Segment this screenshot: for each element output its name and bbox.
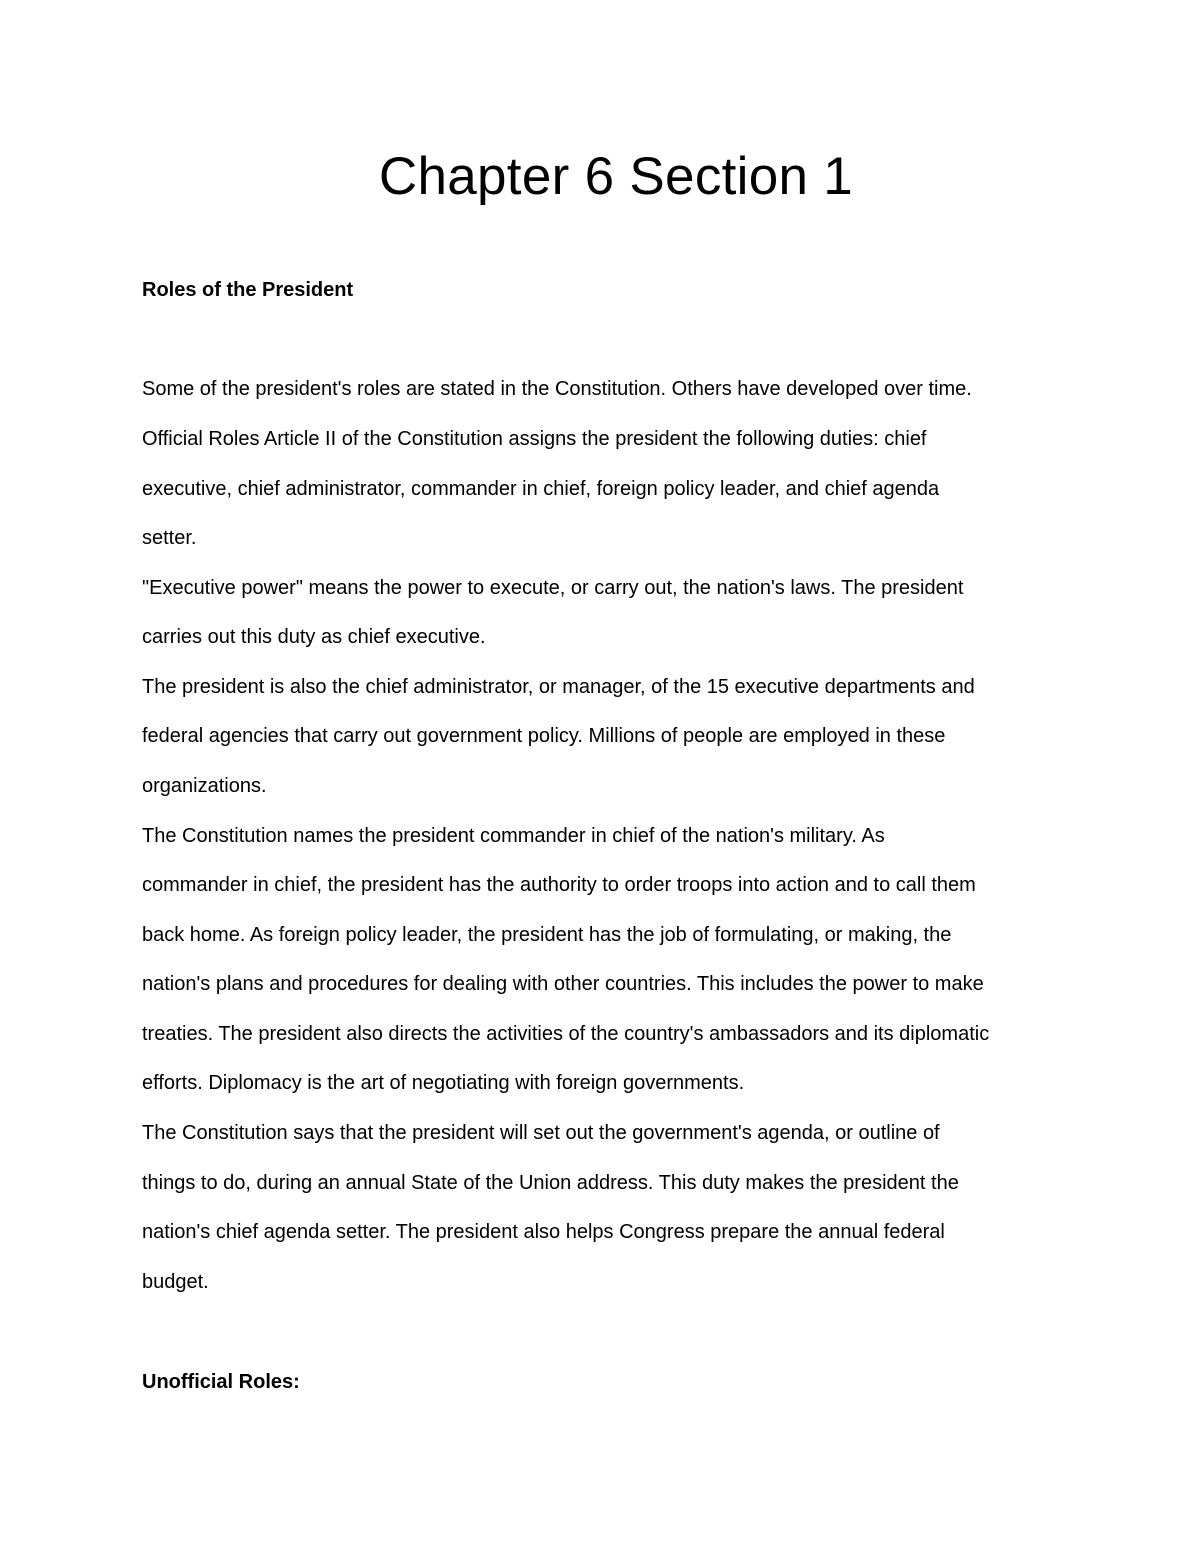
- body-text-line: treaties. The president also directs the activities of the country's ambassadors and its diplomatic: [142, 1023, 990, 1045]
- body-text-line: back home. As foreign policy leader, the president has the job of formulating, or making, the: [142, 924, 952, 946]
- body-text-line: setter.: [142, 527, 197, 549]
- body-text-line: Some of the president's roles are stated in the Constitution. Others have developed over time.: [142, 378, 972, 400]
- body-text-line: commander in chief, the president has the authority to order troops into action and to call them: [142, 874, 976, 896]
- body-text-line: federal agencies that carry out government policy. Millions of people are employed in these: [142, 725, 946, 747]
- body-text-line: carries out this duty as chief executive.: [142, 626, 486, 648]
- body-text-line: budget.: [142, 1271, 209, 1293]
- page-title: Chapter 6 Section 1: [378, 147, 854, 206]
- body-text-line: Official Roles Article II of the Constitution assigns the president the following duties: chief: [142, 428, 927, 450]
- body-text-line: The Constitution names the president commander in chief of the nation's military. As: [142, 825, 885, 847]
- body-text-line: nation's plans and procedures for dealing with other countries. This includes the power to make: [142, 973, 984, 995]
- body-text-line: things to do, during an annual State of the Union address. This duty makes the president the: [142, 1172, 959, 1194]
- section-heading-roles: Roles of the President: [142, 279, 354, 301]
- body-text-line: The Constitution says that the president will set out the government's agenda, or outline of: [142, 1122, 940, 1144]
- body-text-line: executive, chief administrator, commander in chief, foreign policy leader, and chief agenda: [142, 478, 940, 500]
- body-text-line: The president is also the chief administrator, or manager, of the 15 executive departments and: [142, 676, 975, 698]
- body-text-line: efforts. Diplomacy is the art of negotiating with foreign governments.: [142, 1072, 745, 1094]
- body-text-line: "Executive power" means the power to execute, or carry out, the nation's laws. The president: [142, 577, 964, 599]
- body-text-line: nation's chief agenda setter. The president also helps Congress prepare the annual federal: [142, 1221, 945, 1243]
- section-heading-unofficial-roles: Unofficial Roles:: [142, 1371, 300, 1393]
- body-text-line: organizations.: [142, 775, 267, 797]
